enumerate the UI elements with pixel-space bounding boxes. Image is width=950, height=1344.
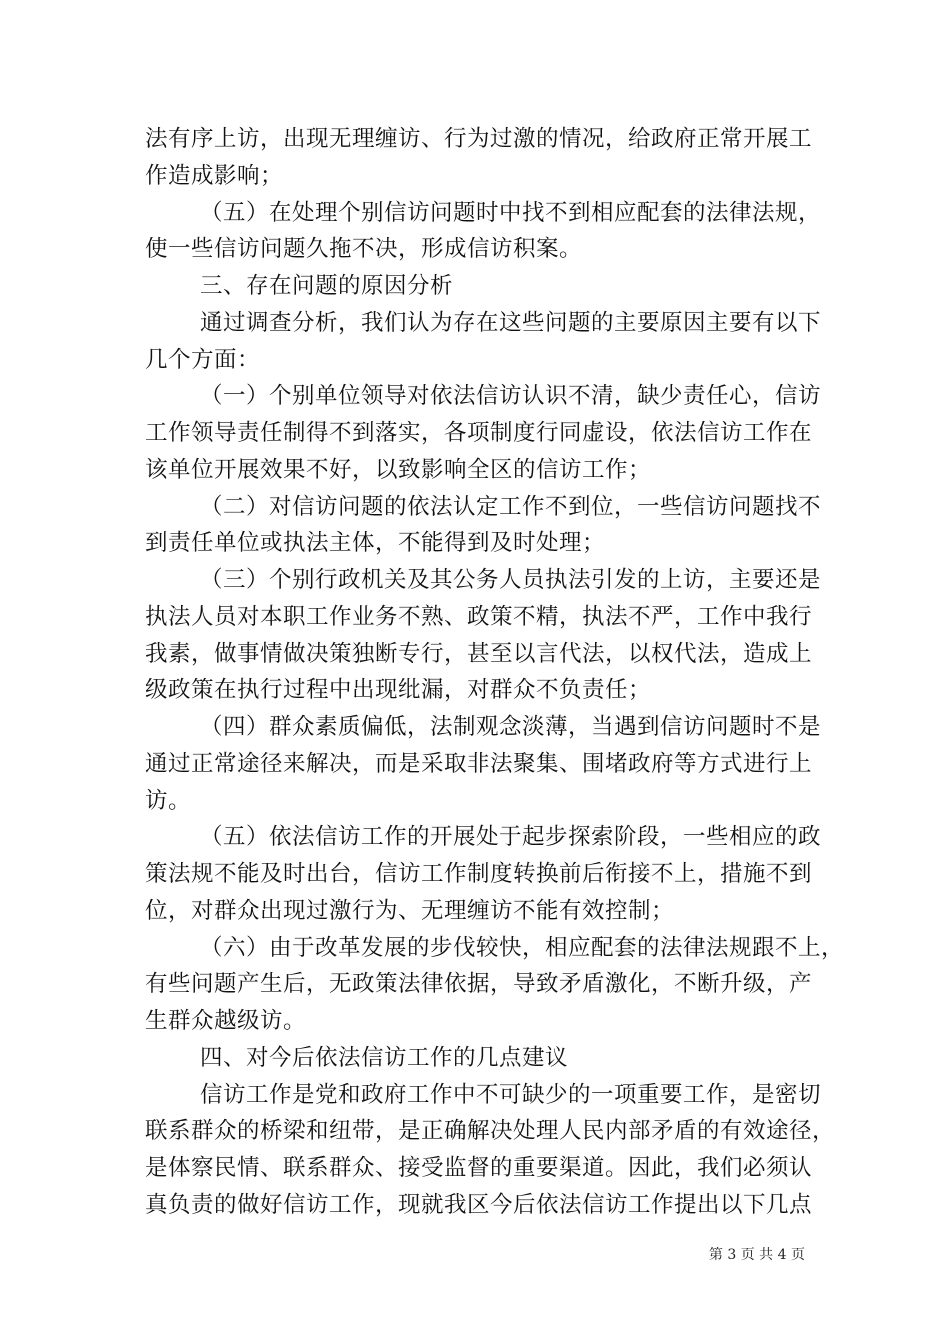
text-line: 生群众越级访。 bbox=[145, 1008, 307, 1034]
text-line: 真负责的做好信访工作，现就我区今后依法信访工作提出以下几点 bbox=[145, 1192, 813, 1218]
text-line: （一）个别单位领导对依法信访认识不清，缺少责任心，信访 bbox=[200, 383, 822, 409]
text-line: 策法规不能及时出台，信访工作制度转换前后衔接不上，措施不到 bbox=[145, 861, 813, 887]
text-line: （四）群众素质偏低，法制观念淡薄，当遇到信访问题时不是 bbox=[200, 714, 822, 740]
section-heading: 四、对今后依法信访工作的几点建议 bbox=[200, 1045, 569, 1071]
text-line: 作造成影响； bbox=[145, 163, 284, 189]
page-number-footer: 第 3 页 共 4 页 bbox=[708, 1247, 805, 1263]
text-line: 到责任单位或执法主体，不能得到及时处理； bbox=[145, 530, 606, 556]
text-line: 使一些信访问题久拖不决，形成信访积案。 bbox=[145, 236, 583, 262]
text-line: （六）由于改革发展的步伐较快，相应配套的法律法规跟不上， bbox=[200, 935, 845, 961]
text-line: （三）个别行政机关及其公务人员执法引发的上访，主要还是 bbox=[200, 567, 822, 593]
text-line: 级政策在执行过程中出现纰漏，对群众不负责任； bbox=[145, 677, 652, 703]
text-line: 信访工作是党和政府工作中不可缺少的一项重要工作，是密切 bbox=[200, 1082, 822, 1108]
section-heading: 三、存在问题的原因分析 bbox=[200, 273, 454, 299]
text-line: 位，对群众出现过激行为、无理缠访不能有效控制； bbox=[145, 898, 675, 924]
text-line: 法有序上访，出现无理缠访、行为过激的情况，给政府正常开展工 bbox=[145, 126, 813, 152]
text-line: 工作领导责任制得不到落实，各项制度行同虚设，依法信访工作在 bbox=[145, 420, 813, 446]
text-line: 是体察民情、联系群众、接受监督的重要渠道。因此，我们必须认 bbox=[145, 1155, 813, 1181]
text-line: 该单位开展效果不好，以致影响全区的信访工作； bbox=[145, 457, 652, 483]
text-line: 有些问题产生后，无政策法律依据，导致矛盾激化，不断升级，产 bbox=[145, 971, 813, 997]
text-line: （五）在处理个别信访问题时中找不到相应配套的法律法规， bbox=[200, 200, 822, 226]
text-line: 通过调查分析，我们认为存在这些问题的主要原因主要有以下 bbox=[200, 310, 822, 336]
text-line: （二）对信访问题的依法认定工作不到位，一些信访问题找不 bbox=[200, 494, 822, 520]
text-line: （五）依法信访工作的开展处于起步探索阶段，一些相应的政 bbox=[200, 824, 822, 850]
text-line: 我素，做事情做决策独断专行，甚至以言代法，以权代法，造成上 bbox=[145, 641, 813, 667]
text-line: 几个方面： bbox=[145, 347, 261, 373]
text-line: 联系群众的桥梁和纽带，是正确解决处理人民内部矛盾的有效途径， bbox=[145, 1118, 836, 1144]
text-line: 访。 bbox=[145, 788, 192, 814]
text-line: 通过正常途径来解决，而是采取非法聚集、围堵政府等方式进行上 bbox=[145, 751, 813, 777]
text-line: 执法人员对本职工作业务不熟、政策不精，执法不严，工作中我行 bbox=[145, 604, 813, 630]
